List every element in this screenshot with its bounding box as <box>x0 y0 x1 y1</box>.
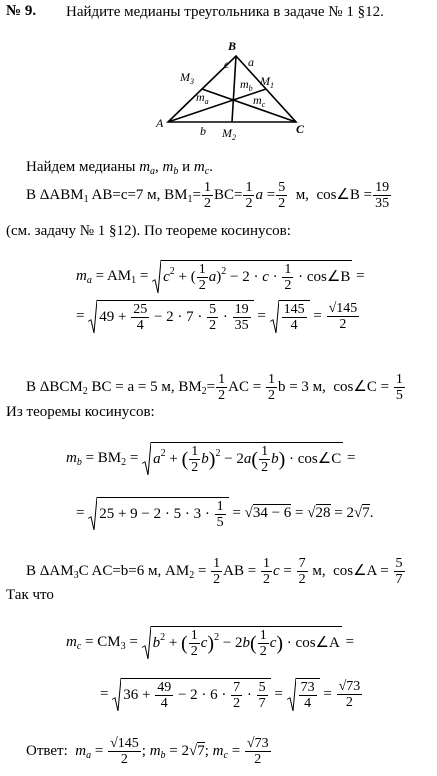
side-a-label: a <box>248 55 254 69</box>
mc-formula-2: = 36 + $\frac{49}{4}$ − 2 · 6 · $\frac{7}{2}$ · $\frac{5}{7}$ = $\frac{73}{4}$ = $\frac{√73}{2}$ <box>100 679 361 711</box>
m1-label: $M_1$ <box>260 74 274 90</box>
side-b-label: b <box>200 124 206 138</box>
bcm2-line: В $\Delta BCM_2$ BC = a = 5 м, $BM_2=$ $\frac{1}{2}$ AC = $\frac{1}{2}$ b = 3 м, cos∠C = $\frac{1}{5}$ <box>26 372 403 403</box>
so-that: Так что <box>6 587 54 603</box>
mb-formula-1: $m_b = BM_2$ = $a^2$ + ( $\frac{1}{2}$ b)$^2$ − 2a( $\frac{1}{2}$ b) · cos∠C = <box>66 444 356 475</box>
mb-label: $m_b$ <box>240 77 253 93</box>
find-medians-line: Найдем медианы $m_a$, $m_b$ и $m_c$. <box>26 159 213 177</box>
vertex-a-label: A <box>156 116 164 130</box>
mc-formula-1: $m_c = CM_3$ = $b^2$ + ( $\frac{1}{2}$ c)$^2$ − 2b( $\frac{1}{2}$ c) · cos∠A = <box>66 628 355 659</box>
vertex-c-label: C <box>296 122 305 136</box>
triangle-figure <box>150 38 310 142</box>
vertex-b-label: B <box>228 39 237 53</box>
from-cosine-theorem: Из теоремы косинусов: <box>6 404 155 420</box>
side-c-label: c <box>224 57 230 71</box>
ma-formula-2: = 49 + $\frac{25}{4}$ − 2 · 7 · $\frac{5}{2}$ · $\frac{19}{35}$ = $\frac{145}{4}$ = $\frac{√145}{2}$ <box>76 301 358 333</box>
mb-formula-2: = 25 + 9 − 2 · 5 · 3 · $\frac{1}{5}$ = √34 − 6 = √28 = 2√7. <box>76 499 374 530</box>
am3c-line: В $\Delta AM_3C$ AC=b=6 м, $AM_2$ = $\frac{1}{2}$ AB = $\frac{1}{2}$ c = $\frac{7}{2}$ м, cos∠A = $\frac{5}{7}$ <box>26 556 403 587</box>
abm1-line: В $\Delta ABM_1$ AB=c=7 м, $BM_1=$ $\frac{1}{2}$ BC= $\frac{1}{2}$ a = $\frac{5}{2}$ м, cos∠B = $\frac{19}{35}$ <box>26 180 390 211</box>
ma-formula-1: $m_a = AM_1$ = $c^2$ + ( $\frac{1}{2}$ a)$^2$ − 2 · c · $\frac{1}{2}$ · cos∠B = <box>76 262 365 293</box>
m3-label: $M_3$ <box>180 70 194 86</box>
ma-label: $m_a$ <box>196 90 209 106</box>
reference-line: (см. задачу № 1 §12). По теореме косинусов: <box>6 223 291 239</box>
task-statement: Найдите медианы треугольника в задаче № 1 §12. <box>66 4 384 20</box>
mc-label: $m_c$ <box>253 93 266 109</box>
m2-label: $M_2$ <box>222 126 236 142</box>
task-number: № 9. <box>6 3 37 19</box>
answer-line: Ответ: $m_a$ = $\frac{√145}{2}$ ; $m_b = 2√7$; $m_c$ = $\frac{√73}{2}$ <box>26 736 269 767</box>
